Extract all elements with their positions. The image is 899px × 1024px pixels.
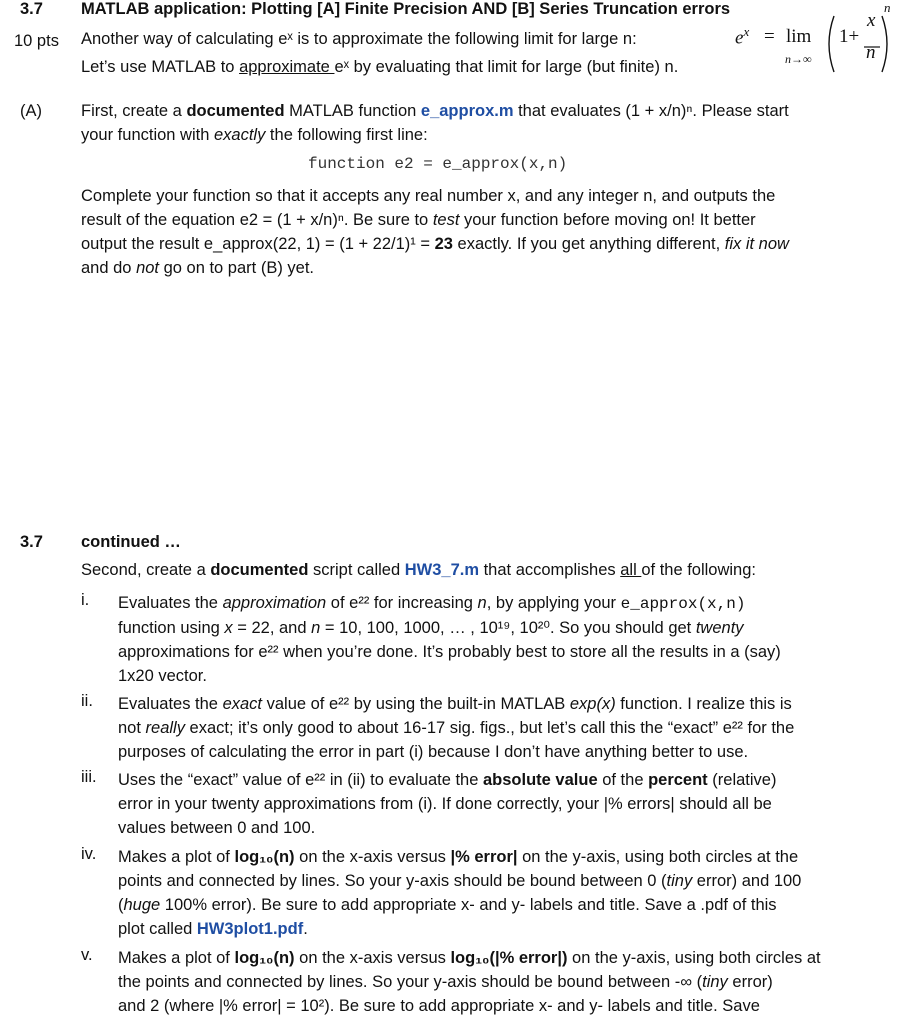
problem-number: 3.7: [20, 0, 43, 18]
item-i: Evaluates the approximation of e²² for increasing n, by applying your e_approx(x,n) function using x = 22, and n = 10, 100, 1000, … , 10¹⁹, 10²⁰. So you should get twenty approximations for e²² when you’re done. It’s probably best to store all the results in a (say) 1x20 vector.: [118, 594, 781, 685]
item-iii-number: iii.: [81, 768, 97, 786]
item-v: Makes a plot of log₁₀(n) on the x-axis versus log₁₀(|% error|) on the y-axis, using both circles at the points and connected by lines. So your y-axis should be bound between -∞ (tiny error) and 2 (where |% error| = 10²). Be sure to add appropriate x- and y- labels and title. Save: [118, 949, 821, 1015]
item-iv-number: iv.: [81, 845, 97, 863]
item-iii: Uses the “exact” value of e²² in (ii) to evaluate the absolute value of the percent (relative) error in your twenty approximations from (i). If done correctly, your |% errors| should all be values between 0 and 100.: [118, 771, 777, 837]
part-a-line-2: your function with exactly the following first line:: [81, 126, 428, 144]
part-a-p2-line-2: result of the equation e2 = (1 + x/n)ⁿ. Be sure to test your function before moving on! It better: [81, 211, 756, 229]
part-a-p2-line-4: and do not go on to part (B) yet.: [81, 259, 314, 277]
continued-label: continued …: [81, 533, 181, 551]
intro-line-2: Let’s use MATLAB to approximate eˣ by evaluating that limit for large (but finite) n.: [81, 58, 679, 76]
part-a-p2-line-3: output the result e_approx(22, 1) = (1 + 22/1)¹ = 23 exactly. If you get anything different, fix it now: [81, 235, 789, 253]
continued-number: 3.7: [20, 533, 43, 551]
item-v-number: v.: [81, 946, 93, 964]
part-a-label: (A): [20, 102, 42, 120]
problem-points: 10 pts: [14, 32, 59, 50]
problem-title: MATLAB application: Plotting [A] Finite Precision AND [B] Series Truncation errors: [81, 0, 731, 18]
second-intro: Second, create a documented script called HW3_7.m that accomplishes all of the following:: [81, 561, 756, 579]
item-ii-number: ii.: [81, 692, 93, 710]
item-iv: Makes a plot of log₁₀(n) on the x-axis versus |% error| on the y-axis, using both circles at the points and connected by lines. So your y-axis should be bound between 0 (tiny error) and 100 (huge 100% error). Be sure to add appropriate x- and y- labels and title. Save a .pdf of this plot called HW3plot1.pdf.: [118, 848, 802, 938]
code-first-line: function e2 = e_approx(x,n): [308, 155, 568, 173]
item-ii: Evaluates the exact value of e²² by using the built-in MATLAB exp(x) function. I realize this is not really exact; it’s only good to about 16-17 sig. figs., but let’s call this the “exact” e²² for the purposes of calculating the error in part (i) because I don’t have anything better to use.: [118, 695, 795, 761]
part-a-p2-line-1: Complete your function so that it accepts any real number x, and any integer n, and outputs the: [81, 187, 776, 205]
item-i-number: i.: [81, 591, 90, 609]
part-a-line-1: First, create a documented MATLAB function e_approx.m that evaluates (1 + x/n)ⁿ. Please start: [81, 102, 789, 120]
intro-line-1: Another way of calculating eˣ is to approximate the following limit for large n:: [81, 30, 637, 48]
